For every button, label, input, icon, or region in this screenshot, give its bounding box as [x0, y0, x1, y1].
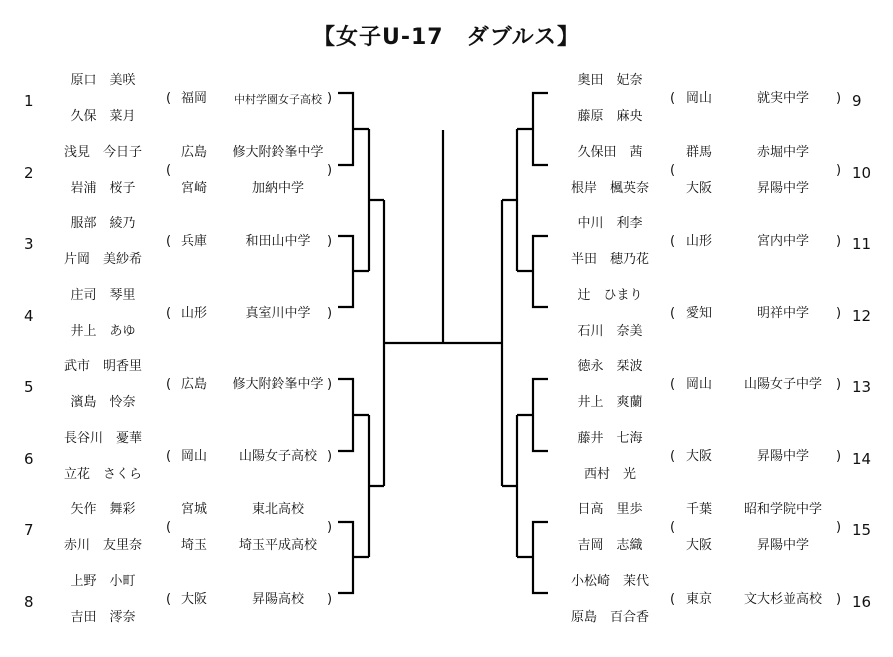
school-name: 昇陽中学	[756, 449, 809, 464]
player-name: 藤原 麻央	[577, 109, 643, 124]
page-title: 【女子U-17 ダブルス】	[312, 25, 581, 50]
player-name: 原島 百合香	[570, 610, 649, 625]
paren-close: )	[836, 234, 842, 249]
player-name: 根岸 楓英奈	[570, 181, 649, 196]
prefecture: 広島	[181, 377, 208, 392]
school-name: 明祥中学	[756, 306, 809, 321]
player-name: 藤井 七海	[577, 431, 643, 446]
entry-number: 10	[852, 164, 872, 182]
player-name: 浅見 今日子	[63, 145, 142, 160]
entry-number: 6	[24, 450, 34, 468]
school-name: 修大附鈴峯中学	[232, 377, 324, 392]
school-name: 埼玉平成高校	[238, 538, 317, 553]
paren-close: )	[836, 306, 842, 321]
player-name: 長谷川 憂華	[63, 431, 142, 446]
entry-number: 4	[24, 307, 34, 325]
school-name: 修大附鈴峯中学	[232, 145, 324, 160]
paren-close: )	[327, 449, 333, 464]
school-name: 宮内中学	[756, 234, 809, 249]
paren-open: (	[166, 449, 172, 464]
bracket-right-r2-b	[502, 415, 517, 557]
prefecture: 大阪	[686, 538, 713, 553]
player-name: 片岡 美紗希	[63, 252, 142, 267]
prefecture: 千葉	[686, 502, 713, 517]
prefecture: 兵庫	[181, 234, 208, 249]
prefecture: 大阪	[181, 592, 208, 607]
player-name: 井上 爽蘭	[577, 395, 643, 410]
school-name: 昇陽中学	[756, 538, 809, 553]
paren-open: (	[670, 234, 676, 249]
paren-open: (	[670, 306, 676, 321]
paren-close: )	[836, 163, 842, 178]
school-name: 中村学園女子高校	[234, 93, 322, 106]
paren-close: )	[327, 234, 333, 249]
paren-open: (	[166, 377, 172, 392]
prefecture: 埼玉	[181, 538, 208, 553]
prefecture: 山形	[686, 234, 713, 249]
player-name: 奥田 妃奈	[577, 73, 643, 88]
paren-close: )	[327, 592, 333, 607]
player-name: 矢作 舞彩	[70, 502, 136, 517]
entry-number: 1	[24, 92, 34, 110]
player-name: 立花 さくら	[63, 467, 142, 482]
bracket-right-r1-b	[517, 236, 548, 307]
bracket-left-r1-a	[338, 93, 369, 165]
paren-open: (	[166, 306, 172, 321]
prefecture: 広島	[181, 145, 208, 160]
paren-close: )	[836, 449, 842, 464]
paren-close: )	[327, 163, 333, 178]
paren-close: )	[327, 91, 333, 106]
bracket-right-r1-d	[517, 522, 548, 593]
paren-open: (	[166, 163, 172, 178]
bracket-left-r1-c	[338, 379, 369, 451]
player-name: 庄司 琴里	[70, 288, 136, 303]
player-name: 服部 綾乃	[70, 216, 136, 231]
school-name: 昭和学院中学	[743, 502, 822, 517]
prefecture: 愛知	[686, 306, 713, 321]
paren-close: )	[327, 520, 333, 535]
bracket-left-r1-d	[338, 522, 369, 593]
school-name: 山陽女子中学	[743, 377, 822, 392]
player-name: 中川 利李	[577, 216, 643, 231]
prefecture: 福岡	[181, 91, 208, 106]
bracket-left-r2-a	[369, 129, 384, 271]
paren-open: (	[670, 592, 676, 607]
school-name: 昇陽中学	[756, 181, 809, 196]
paren-open: (	[670, 377, 676, 392]
player-name: 濱島 怜奈	[70, 395, 136, 410]
school-name: 加納中学	[251, 181, 304, 196]
player-name: 武市 明香里	[63, 359, 142, 374]
paren-close: )	[836, 592, 842, 607]
bracket-left-r1-b	[338, 236, 369, 307]
player-name: 吉岡 志織	[577, 538, 643, 553]
player-name: 辻 ひまり	[577, 288, 643, 303]
entry-number: 14	[852, 450, 872, 468]
school-name: 赤堀中学	[756, 145, 809, 160]
entry-number: 5	[24, 378, 34, 396]
prefecture: 宮城	[181, 502, 208, 517]
player-name: 原口 美咲	[70, 73, 136, 88]
school-name: 和田山中学	[245, 234, 311, 249]
entry-number: 9	[852, 92, 862, 110]
paren-close: )	[836, 91, 842, 106]
school-name: 昇陽高校	[251, 592, 304, 607]
paren-open: (	[166, 592, 172, 607]
prefecture: 山形	[181, 306, 208, 321]
entry-number: 8	[24, 593, 34, 611]
entry-number: 7	[24, 521, 34, 539]
paren-close: )	[327, 377, 333, 392]
player-name: 小松崎 茉代	[570, 574, 649, 589]
player-name: 日高 里歩	[577, 502, 643, 517]
player-name: 井上 あゆ	[70, 324, 136, 339]
prefecture: 大阪	[686, 181, 713, 196]
school-name: 山陽女子高校	[238, 449, 317, 464]
bracket-right-r3	[443, 200, 502, 486]
bracket-left-r3	[384, 200, 443, 486]
paren-open: (	[670, 520, 676, 535]
paren-close: )	[836, 377, 842, 392]
paren-open: (	[670, 163, 676, 178]
entry-number: 2	[24, 164, 34, 182]
player-name: 西村 光	[583, 467, 636, 482]
player-name: 久保田 茜	[577, 145, 643, 160]
school-name: 真室川中学	[245, 306, 311, 321]
entry-number: 15	[852, 521, 872, 539]
entry-number: 13	[852, 378, 872, 396]
player-name: 上野 小町	[70, 574, 136, 589]
prefecture: 岡山	[686, 377, 713, 392]
school-name: 文大杉並高校	[743, 592, 822, 607]
prefecture: 岡山	[686, 91, 713, 106]
player-name: 半田 穂乃花	[570, 252, 649, 267]
paren-open: (	[166, 234, 172, 249]
player-name: 吉田 澪奈	[70, 610, 136, 625]
player-name: 久保 菜月	[70, 109, 136, 124]
player-name: 石川 奈美	[577, 324, 643, 339]
paren-open: (	[670, 91, 676, 106]
player-name: 岩浦 桜子	[70, 181, 136, 196]
bracket-right-r1-c	[517, 379, 548, 451]
entry-number: 11	[852, 235, 872, 253]
paren-open: (	[166, 520, 172, 535]
player-name: 赤川 友里奈	[63, 538, 142, 553]
prefecture: 岡山	[181, 449, 208, 464]
paren-close: )	[836, 520, 842, 535]
entry-number: 12	[852, 307, 872, 325]
paren-open: (	[670, 449, 676, 464]
prefecture: 東京	[686, 592, 713, 607]
bracket-left-r2-b	[369, 415, 384, 557]
entry-number: 3	[24, 235, 34, 253]
prefecture: 宮崎	[181, 181, 208, 196]
bracket-right-r1-a	[517, 93, 548, 165]
bracket-right-r2-a	[502, 129, 517, 271]
school-name: 東北高校	[251, 502, 304, 517]
prefecture: 群馬	[686, 145, 713, 160]
paren-close: )	[327, 306, 333, 321]
paren-open: (	[166, 91, 172, 106]
school-name: 就実中学	[756, 91, 809, 106]
prefecture: 大阪	[686, 449, 713, 464]
player-name: 徳永 栞波	[577, 359, 643, 374]
entry-number: 16	[852, 593, 872, 611]
